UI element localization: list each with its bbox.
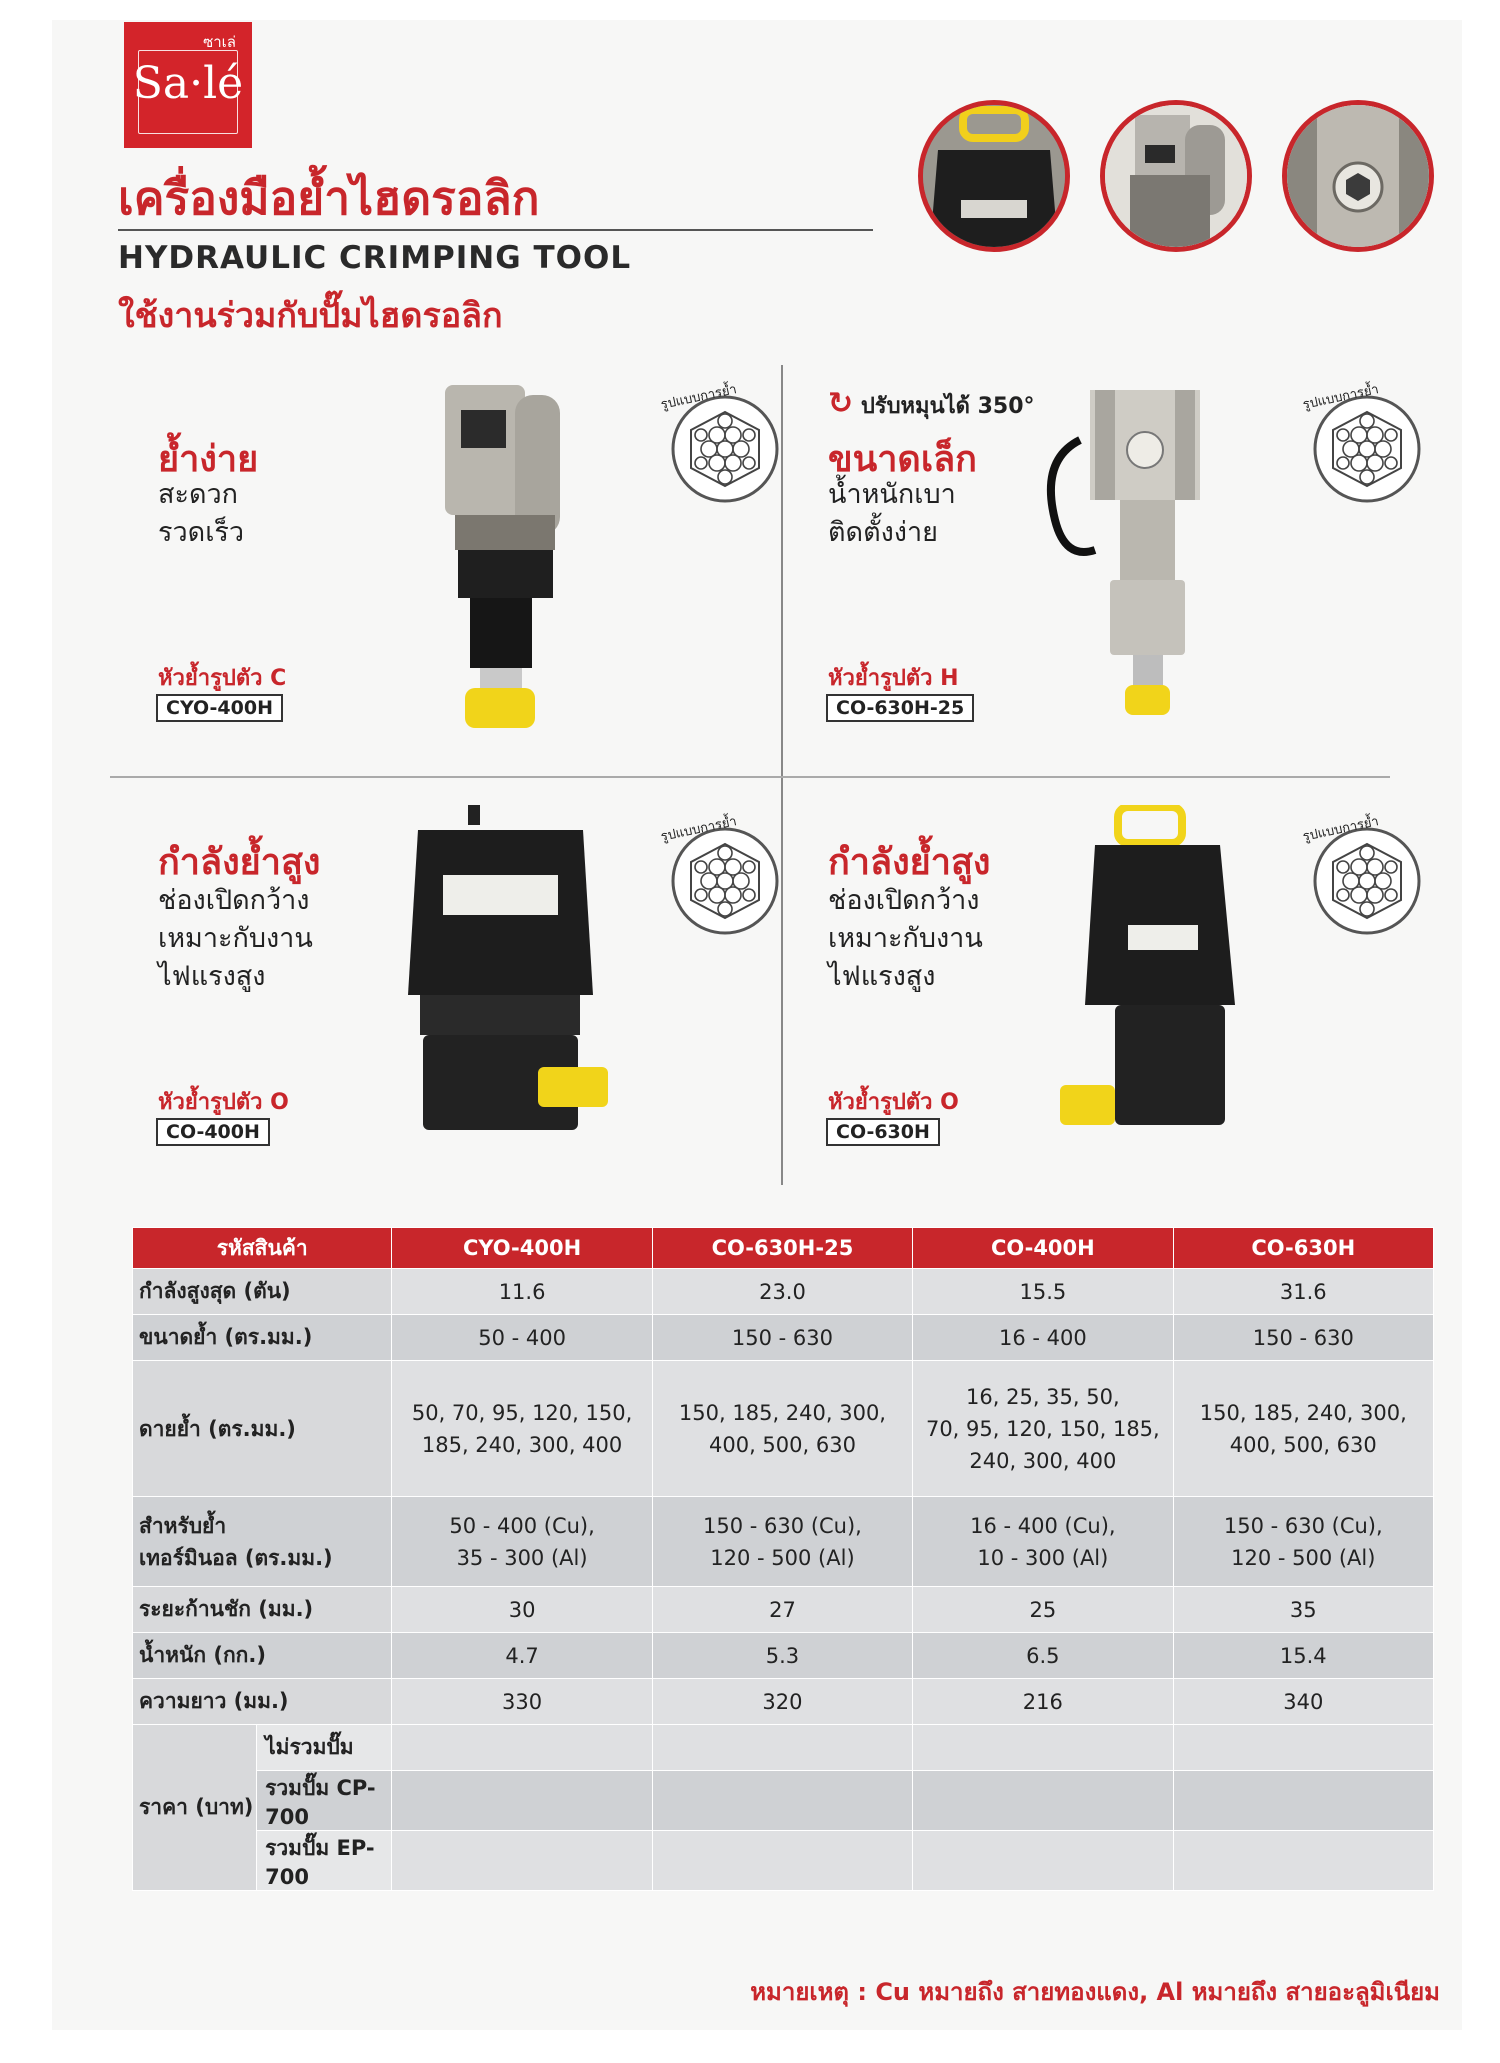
table-cell: 25 [913,1587,1173,1633]
page-subtitle: ใช้งานร่วมกับปั๊มไฮดรอลิก [118,296,503,336]
table-cell: 150, 185, 240, 300, 400, 500, 630 [1173,1361,1433,1497]
product-2-heading: ขนาดเล็ก [828,439,977,480]
feature-line: เหมาะกับงาน [158,923,313,954]
header-model: CYO-400H [392,1228,652,1269]
tool-head-closeup-image [923,105,1065,247]
price-cell [1173,1771,1433,1831]
product-3-heading: กำลังย้ำสูง [158,842,321,883]
product-4-model-code: CO-630H [826,1118,940,1146]
price-cell [652,1831,912,1891]
price-cell [392,1771,652,1831]
table-cell: 4.7 [392,1633,652,1679]
product-2-features [828,476,956,552]
feature-line: รวดเร็ว [158,517,245,548]
h-head-closeup-image [1287,105,1429,247]
table-cell: 16 - 400 (Cu), 10 - 300 (Al) [913,1497,1173,1587]
table-row [133,1587,1434,1633]
price-cell [652,1725,912,1771]
table-cell: 6.5 [913,1633,1173,1679]
product-2-model-code: CO-630H-25 [826,694,974,722]
title-divider [118,229,873,231]
cyo-400h-tool-image [425,365,575,737]
spec-table [132,1227,1434,1891]
table-cell: 330 [392,1679,652,1725]
price-cell [1173,1725,1433,1771]
feature-line: ติดตั้งง่าย [828,517,938,548]
feature-line: น้ำหนักเบา [828,479,956,510]
table-row [133,1315,1434,1361]
table-cell: 23.0 [652,1269,912,1315]
table-row [133,1679,1434,1725]
table-row [133,1269,1434,1315]
table-cell: 50 - 400 [392,1315,652,1361]
table-header-row [133,1228,1434,1269]
pattern-label: รูปแบบการย้ำ [1301,382,1381,413]
table-cell: 150 - 630 [652,1315,912,1361]
table-cell: 16 - 400 [913,1315,1173,1361]
row-label: ความยาว (มม.) [133,1679,392,1725]
logo-brand-text: Sa·lé [132,58,244,109]
rotate-arrow-icon: ↻ [828,386,854,421]
table-cell: 320 [652,1679,912,1725]
co-630h-25-tool-image [1035,380,1235,725]
feature-line: ช่องเปิดกว้าง [828,885,980,916]
table-cell: 340 [1173,1679,1433,1725]
c-head-closeup-image [1105,105,1247,247]
product-4-features [828,882,983,996]
row-label: กำลังสูงสุด (ตัน) [133,1269,392,1315]
price-cell [392,1831,652,1891]
price-row [133,1725,1434,1771]
feature-line: ไฟแรงสูง [158,961,266,992]
table-cell: 50, 70, 95, 120, 150, 185, 240, 300, 400 [392,1361,652,1497]
product-1-model-code: CYO-400H [156,694,283,722]
logo-thai-text: ซาเล่ [203,33,236,51]
price-row [133,1771,1434,1831]
table-cell: 5.3 [652,1633,912,1679]
detail-photo-3 [1282,100,1434,252]
table-cell: 31.6 [1173,1269,1433,1315]
table-cell: 11.6 [392,1269,652,1315]
header-model: CO-400H [913,1228,1173,1269]
row-label: น้ำหนัก (กก.) [133,1633,392,1679]
product-3-features [158,882,313,996]
table-row [133,1361,1434,1497]
brand-logo [124,22,252,148]
price-cell [1173,1831,1433,1891]
table-cell: 150 - 630 [1173,1315,1433,1361]
table-row [133,1633,1434,1679]
detail-photo-1 [918,100,1070,252]
page-title-thai: เครื่องมือย้ำไฮดรอลิก [118,171,540,225]
page-title-english: HYDRAULIC CRIMPING TOOL [118,240,632,276]
price-cell [913,1831,1173,1891]
table-cell: 150 - 630 (Cu), 120 - 500 (Al) [652,1497,912,1587]
price-option-label: รวมปั๊ม EP-700 [257,1831,392,1891]
row-label: สำหรับย้ำ เทอร์มินอล (ตร.มม.) [133,1497,392,1587]
rotate-text: ปรับหมุนได้ 350° [860,394,1035,419]
product-3-head-type: หัวย้ำรูปตัว O [158,1090,289,1115]
pattern-label: รูปแบบการย้ำ [659,382,739,413]
table-cell: 16, 25, 35, 50, 70, 95, 120, 150, 185, 240, 300, 400 [913,1361,1173,1497]
price-cell [913,1771,1173,1831]
price-cell [392,1725,652,1771]
table-cell: 150 - 630 (Cu), 120 - 500 (Al) [1173,1497,1433,1587]
table-cell: 15.5 [913,1269,1173,1315]
co-400h-tool-image [398,805,618,1135]
footnote: หมายเหตุ : Cu หมายถึง สายทองแดง, Al หมายถึง สายอะลูมิเนียม [750,1978,1440,2006]
row-label: ดายย้ำ (ตร.มม.) [133,1361,392,1497]
product-4-head-type: หัวย้ำรูปตัว O [828,1090,959,1115]
table-cell: 35 [1173,1587,1433,1633]
product-1-heading: ย้ำง่าย [158,439,259,480]
detail-photo-2 [1100,100,1252,252]
price-label: ราคา (บาท) [133,1725,257,1891]
product-4-heading: กำลังย้ำสูง [828,842,991,883]
horizontal-divider [110,776,1390,778]
feature-line: ช่องเปิดกว้าง [158,885,310,916]
price-row [133,1831,1434,1891]
product-2-head-type: หัวย้ำรูปตัว H [828,666,959,691]
feature-line: เหมาะกับงาน [828,923,983,954]
co-630h-tool-image [1050,805,1250,1135]
row-label: ขนาดย้ำ (ตร.มม.) [133,1315,392,1361]
price-cell [913,1725,1173,1771]
feature-line: สะดวก [158,479,239,510]
price-option-label: รวมปั๊ม CP-700 [257,1771,392,1831]
product-3-model-code: CO-400H [156,1118,270,1146]
row-label: ระยะก้านชัก (มม.) [133,1587,392,1633]
feature-line: ไฟแรงสูง [828,961,936,992]
table-cell: 216 [913,1679,1173,1725]
header-model: CO-630H-25 [652,1228,912,1269]
price-option-label: ไม่รวมปั๊ม [257,1725,392,1771]
table-cell: 30 [392,1587,652,1633]
product-1-features [158,476,244,552]
table-cell: 27 [652,1587,912,1633]
table-cell: 15.4 [1173,1633,1433,1679]
table-cell: 150, 185, 240, 300, 400, 500, 630 [652,1361,912,1497]
price-cell [652,1771,912,1831]
product-1-head-type: หัวย้ำรูปตัว C [158,666,287,691]
table-row [133,1497,1434,1587]
pattern-label: รูปแบบการย้ำ [1301,814,1381,845]
pattern-label: รูปแบบการย้ำ [659,814,739,845]
header-product-code: รหัสสินค้า [133,1228,392,1269]
rotate-label [828,386,1035,423]
header-model: CO-630H [1173,1228,1433,1269]
table-cell: 50 - 400 (Cu), 35 - 300 (Al) [392,1497,652,1587]
